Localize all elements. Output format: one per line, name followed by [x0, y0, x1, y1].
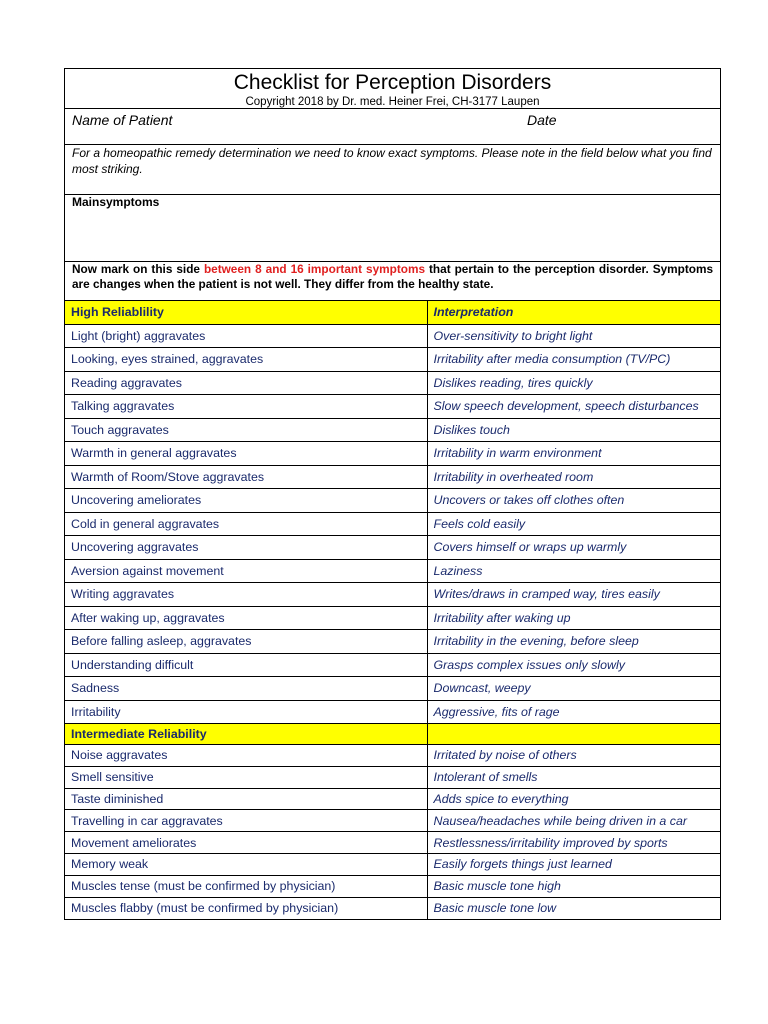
symptom-cell[interactable]: Understanding difficult: [65, 653, 427, 677]
table-row[interactable]: [65, 832, 720, 854]
table-row[interactable]: [65, 418, 720, 442]
interpretation-cell: Feels cold easily: [427, 512, 720, 536]
table-row[interactable]: [65, 512, 720, 536]
table-row[interactable]: [65, 348, 720, 372]
page-title: Checklist for Perception Disorders: [233, 71, 552, 94]
date-label: Date: [527, 112, 557, 128]
symptom-cell[interactable]: Travelling in car aggravates: [65, 810, 427, 832]
table-row[interactable]: [65, 853, 720, 875]
interpretation-cell: Covers himself or wraps up warmly: [427, 536, 720, 560]
interpretation-cell: Irritability in overheated room: [427, 465, 720, 489]
interpretation-cell: Slow speech development, speech disturbances: [427, 395, 720, 419]
table-row[interactable]: [65, 442, 720, 466]
interpretation-cell: Irritability in warm environment: [427, 442, 720, 466]
symptom-cell[interactable]: Muscles flabby (must be confirmed by physician): [65, 897, 427, 919]
instruction-before: Now mark on this side: [72, 262, 204, 276]
table-row[interactable]: [65, 766, 720, 788]
symptom-cell[interactable]: Warmth in general aggravates: [65, 442, 427, 466]
interpretation-cell: Intolerant of smells: [427, 766, 720, 788]
symptom-cell[interactable]: Touch aggravates: [65, 418, 427, 442]
checklist-sheet: [64, 68, 721, 920]
symptom-cell[interactable]: Writing aggravates: [65, 583, 427, 607]
table-row[interactable]: [65, 465, 720, 489]
symptom-cell[interactable]: Aversion against movement: [65, 559, 427, 583]
interpretation-cell: Aggressive, fits of rage: [427, 700, 720, 724]
symptom-cell[interactable]: Sadness: [65, 677, 427, 701]
high-reliability-heading: High Reliablility: [65, 301, 427, 324]
symptom-cell[interactable]: Smell sensitive: [65, 766, 427, 788]
symptom-cell[interactable]: Uncovering ameliorates: [65, 489, 427, 513]
instruction-highlight: between 8 and 16 important symptoms: [203, 262, 426, 276]
copyright-line: Copyright 2018 by Dr. med. Heiner Frei, CH-3177 Laupen: [245, 96, 540, 108]
table-row[interactable]: [65, 371, 720, 395]
interpretation-cell: Basic muscle tone high: [427, 875, 720, 897]
symptom-cell[interactable]: Cold in general aggravates: [65, 512, 427, 536]
symptom-cell[interactable]: Light (bright) aggravates: [65, 324, 427, 348]
mainsymptoms-label: Mainsymptoms: [72, 195, 160, 209]
interpretation-cell: Irritability after waking up: [427, 606, 720, 630]
table-row[interactable]: [65, 677, 720, 701]
table-row[interactable]: [65, 536, 720, 560]
table-row[interactable]: [65, 630, 720, 654]
symptom-cell[interactable]: Warmth of Room/Stove aggravates: [65, 465, 427, 489]
table-row[interactable]: [65, 653, 720, 677]
table-row[interactable]: [65, 324, 720, 348]
interpretation-cell: Basic muscle tone low: [433, 901, 557, 916]
intermediate-reliability-header: [65, 724, 720, 745]
interpretation-cell: Uncovers or takes off clothes often: [427, 489, 720, 513]
symptom-cell[interactable]: Noise aggravates: [65, 745, 427, 767]
interpretation-cell: Easily forgets things just learned: [427, 853, 720, 875]
interpretation-heading: Interpretation: [427, 301, 720, 324]
symptom-cell[interactable]: Taste diminished: [65, 788, 427, 810]
intermediate-empty-cell: [427, 724, 720, 745]
patient-row: [65, 109, 720, 145]
instruction-text: [65, 262, 720, 301]
intro-text: For a homeopathic remedy determination we need to know exact symptoms. Please note in the field below what you find most striking.: [65, 145, 720, 195]
table-row[interactable]: [65, 875, 720, 897]
interpretation-cell: Grasps complex issues only slowly: [427, 653, 720, 677]
symptom-table: [65, 301, 720, 919]
symptom-cell[interactable]: Movement ameliorates: [65, 832, 427, 854]
intermediate-reliability-heading: Intermediate Reliability: [65, 724, 427, 745]
interpretation-cell: Restlessness/irritability improved by sports: [427, 832, 720, 854]
interpretation-cell: Writes/draws in cramped way, tires easily: [427, 583, 720, 607]
table-row[interactable]: [65, 489, 720, 513]
table-row[interactable]: [65, 745, 720, 767]
table-row[interactable]: [65, 583, 720, 607]
symptom-cell[interactable]: Looking, eyes strained, aggravates: [65, 348, 427, 372]
table-row[interactable]: [65, 700, 720, 724]
interpretation-cell: Over-sensitivity to bright light: [427, 324, 720, 348]
symptom-cell[interactable]: Muscles tense (must be confirmed by physician): [65, 875, 427, 897]
interpretation-cell: Laziness: [427, 559, 720, 583]
interpretation-cell: Nausea/headaches while being driven in a car: [427, 810, 720, 832]
interpretation-cell: Downcast, weepy: [427, 677, 720, 701]
symptom-cell[interactable]: Uncovering aggravates: [65, 536, 427, 560]
symptom-cell[interactable]: Irritability: [65, 700, 427, 724]
symptom-cell[interactable]: Talking aggravates: [65, 395, 427, 419]
table-row[interactable]: [65, 897, 720, 919]
mainsymptoms-field: [65, 195, 720, 262]
interpretation-cell: Adds spice to everything: [427, 788, 720, 810]
interpretation-cell: Irritated by noise of others: [427, 745, 720, 767]
table-row[interactable]: [65, 395, 720, 419]
high-reliability-header: [65, 301, 720, 324]
symptom-cell[interactable]: After waking up, aggravates: [65, 606, 427, 630]
interpretation-cell: Irritability in the evening, before sleep: [427, 630, 720, 654]
interpretation-cell: Dislikes touch: [427, 418, 720, 442]
symptom-cell[interactable]: Memory weak: [65, 853, 427, 875]
patient-name-label: Name of Patient: [72, 112, 173, 128]
title-block: [65, 69, 720, 109]
table-row[interactable]: [65, 606, 720, 630]
symptom-cell[interactable]: Reading aggravates: [65, 371, 427, 395]
table-row[interactable]: [65, 788, 720, 810]
instruction-after: that pertain to the perception disorder. Symptoms are changes when the patient is not well. They differ from the healthy state.: [72, 262, 714, 291]
interpretation-cell: Dislikes reading, tires quickly: [427, 371, 720, 395]
table-row[interactable]: [65, 559, 720, 583]
table-row[interactable]: [65, 810, 720, 832]
symptom-cell[interactable]: Before falling asleep, aggravates: [65, 630, 427, 654]
interpretation-cell: Irritability after media consumption (TV/PC): [427, 348, 720, 372]
